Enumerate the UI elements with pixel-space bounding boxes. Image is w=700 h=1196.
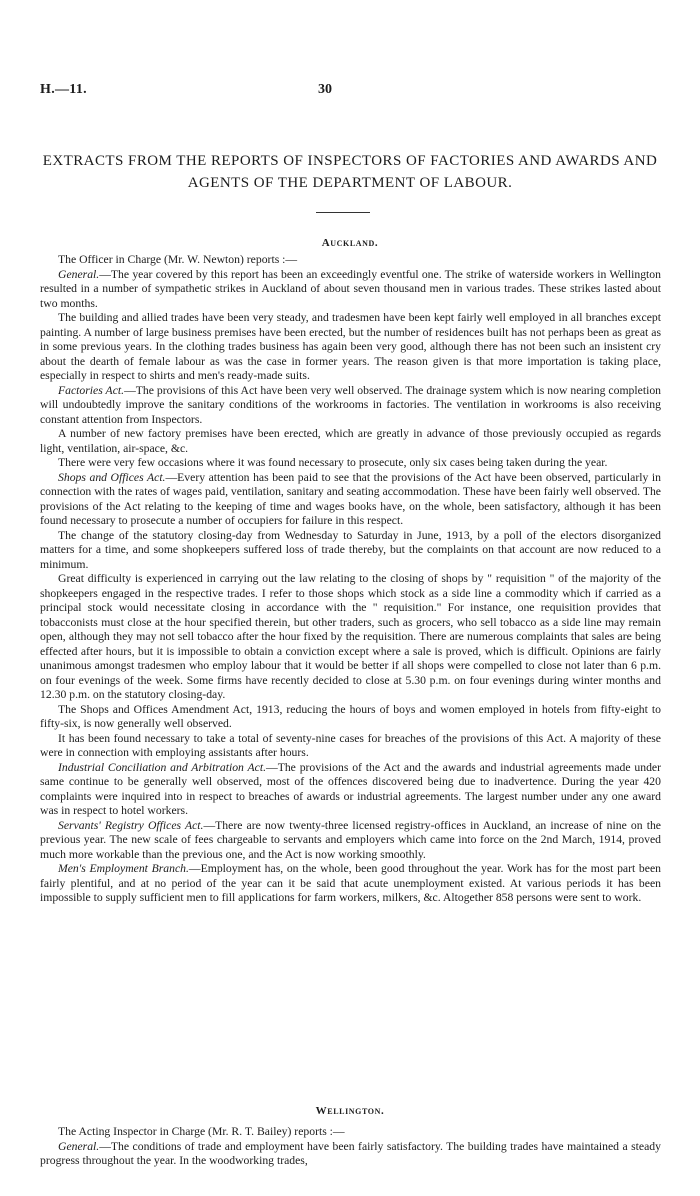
page-number: 30 [318,82,332,97]
paragraph-text: —Employment has, on the whole, been good throughout the year. Work has for the most part been fairly plentiful, and at no period of the year can it be said that acute unemployment existed. At various periods it has been impossible to supply sufficient men to fill applications for farm workers, milkers, &c. Altogether 858 persons were sent to work. [40,862,661,904]
paragraph-text: —The conditions of trade and employment have been fairly satisfactory. The building trades have maintained a steady progress throughout the year. In the woodworking trades, [40,1139,661,1167]
paragraph-text: Great difficulty is experienced in carrying out the law relating to the closing of shops by " requisition " of the majority of the shopkeepers engaged in the respective trades. I refer to those shops which stock as a side line a commodity which if carried as a principal stock would necessitate closing in accordance with the " requisition." For instance, one requisition provides that tobacconists must close at the hour specified therein, but other traders, such as grocers, who sell tobacco as a side line may remain open, although they may not sell tobacco after the hour fixed by the requisition. There are numerous complaints that sales are being effected after hours, but it is impossible to obtain a conviction except where a sale is proved, which is difficult. Opinions are fairly unanimous amongst tradesmen who employ labour that it would be better if all shops were compelled to close not later than 6 p.m. on four evenings of the week. Some firms have recently decided to close at 5.30 p.m. on four evenings during winter months and 12.30 p.m. on the statutory closing-day. [40,572,661,701]
section-heading-wellington: Wellington. [315,1105,385,1117]
paragraph-text: The building and allied trades have been very steady, and tradesmen have been kept fairly well employed in all branches except painting. A number of large business premises have been erected, but the number of residences built has not perhaps been as great as in some previous years. In the clothing trades business has again been very good, although there has not been such an insistent cry about the dearth of female labour as was the case in former years. The reason given is that more importation is taking place, especially in respect to shirts and men's ready-made suits. [40,311,661,382]
paragraph-text: The Acting Inspector in Charge (Mr. R. T. Bailey) reports :— [58,1125,345,1138]
paragraph-lead-heading: Factories Act. [58,383,125,397]
title-divider [316,212,370,213]
paragraph-lead-heading: Servants' Registry Offices Act. [58,818,204,832]
paragraph-text: The Officer in Charge (Mr. W. Newton) reports :— [58,253,298,266]
paragraph [40,427,661,456]
paragraph [40,456,661,471]
paragraph [40,253,661,268]
paragraph [40,529,661,573]
paragraph [40,732,661,761]
paragraph [40,761,661,819]
paragraph-text: —The year covered by this report has been an exceedingly eventful one. The strike of waterside workers in Wellington resulted in a number of sympathetic strikes in Auckland of about seven thousand men in various trades. These strikes lasted about two months. [40,267,661,310]
paragraph [40,384,661,428]
paragraph [40,819,661,863]
paragraph [40,471,661,529]
document-number: H.—11. [40,82,87,97]
paragraph [40,862,661,906]
page-header [40,82,660,98]
paragraph-text: The change of the statutory closing-day from Wednesday to Saturday in June, 1913, by a poll of the electors disorganized matters for a time, and some shopkeepers suffered loss of trade thereby, but the complaints on that account are now reduced to a minimum. [40,528,661,571]
paragraph [40,703,661,732]
paragraph [40,311,661,384]
paragraph [40,1125,661,1140]
paragraph [40,1140,661,1169]
paragraph-text: There were very few occasions where it was found necessary to prosecute, only six cases being taken during the year. [58,456,608,469]
document-title: EXTRACTS FROM THE REPORTS OF INSPECTORS OF FACTORIES AND AWARDS AND AGENTS OF THE DEPARTMENT OF LABOUR. [42,153,658,191]
paragraph-text: —The provisions of this Act have been very well observed. The drainage system which is now nearing completion will undoubtedly improve the sanitary conditions of the workrooms in factories. The ventilation in workrooms is also receiving constant attention from Inspectors. [40,383,662,426]
paragraph-lead-heading: General. [58,267,100,281]
paragraph-lead-heading: General. [58,1139,100,1153]
paragraph-text: It has been found necessary to take a total of seventy-nine cases for breaches of the provisions of this Act. A majority of these were in connection with employing assistants after hours. [40,731,661,759]
paragraph-text: The Shops and Offices Amendment Act, 1913, reducing the hours of boys and women employed in hotels from fifty-eight to fifty-six, is now generally well observed. [40,702,661,730]
paragraph-lead-heading: Men's Employment Branch. [58,862,189,875]
paragraph-text: —The provisions of the Act and the awards and industrial agreements made under same continue to be generally well observed, most of the offences discovered being due to inadvertence. During the year 420 complaints were inquired into in respect to breaches of awards or industrial agreements. The largest number under any one award was in respect to hotel workers. [40,760,662,817]
paragraph-text: A number of new factory premises have been erected, which are greatly in advance of those previously occupied as regards light, ventilation, air-space, &c. [40,427,661,455]
paragraph-lead-heading: Industrial Conciliation and Arbitration Act. [58,760,267,774]
paragraph-lead-heading: Shops and Offices Act. [58,470,166,484]
paragraph-text: —Every attention has been paid to see that the provisions of the Act have been observed, particularly in connection with the rates of wages paid, ventilation, sanitary and seating accommodation. These have been fairly well observed. The provisions of the Act relating to the keeping of time and wages books have, on the whole, been satisfactory, although it has been found necessary to prosecute a number of occupiers for failure in this respect. [40,470,661,527]
section-heading-auckland: Auckland. [321,237,379,249]
section-body-wellington [40,1125,661,1169]
paragraph [40,268,661,312]
paragraph-text: —There are now twenty-three licensed registry-offices in Auckland, an increase of nine on the previous year. The new scale of fees chargeable to servants and employers which came into force on the 2nd March, 1914, proved much more workable than the previous one, and the Act is now working smoothly. [40,818,661,861]
section-body-auckland [40,253,661,906]
paragraph [40,572,661,703]
